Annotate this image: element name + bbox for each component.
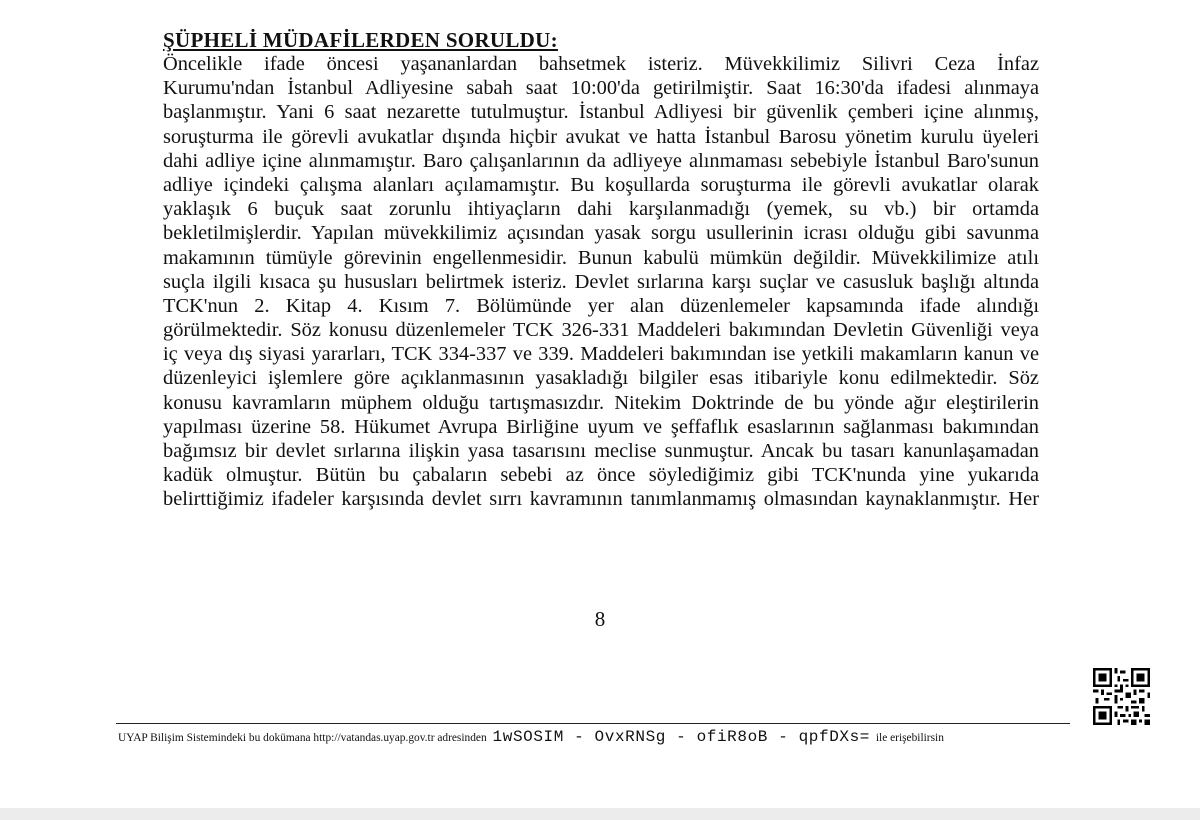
footer-prefix: UYAP Bilişim Sistemindeki bu dokümana http://vatandas.uyap.gov.tr adresinden xyxy=(118,732,487,744)
text-line: düzenleyici işlemlere göre açıklanmasının yasakladığı bilgiler esas itibariyle konu edilmektedir. Söz xyxy=(163,367,1039,390)
section-heading: ŞÜPHELİ MÜDAFİLERDEN SORULDU: xyxy=(163,28,558,52)
text-line: kadük olmuştur. Bütün bu çabaların sebebi az önce söylediğimiz gibi TCK'nunda yine yukarıda xyxy=(163,464,1039,487)
footer xyxy=(118,727,944,748)
text-line: belirttiğimiz ifadeler karşısında devlet sırrı kavramının tanımlanmamış olmasından kaynaklanmıştır. Her xyxy=(163,488,1039,511)
text-line: makamının tümüyle görevinin engellenmesidir. Bunun kabulü mümkün değildir. Müvekkilimize atılı xyxy=(163,246,1039,269)
footer-suffix: ile erişebilirsin xyxy=(875,732,944,744)
text-line: bağımsız bir devlet sırlarına ilişkin yasa tasarısını meclise sunmuştur. Ancak bu tasarı kanunlaşamadan xyxy=(163,440,1039,462)
text-line: Öncelikle ifade öncesi yaşananlardan bahsetmek isteriz. Müvekkilimiz Silivri Ceza İnfaz xyxy=(163,53,1039,75)
text-line: soruşturma ile görevli avukatlar dışında hiçbir avukat ve hatta İstanbul Barosu yönetim kurulu üyeleri xyxy=(163,125,1039,148)
text-line: adliye içindeki çalışma alanları açılamamıştır. Bu koşullarda soruşturma ile görevli avukatlar olarak xyxy=(163,173,1039,196)
text-line: suçla ilgili kısaca şu hususları belirtmek isteriz. Devlet sırlarına karşı suçlar ve casusluk başlığı altında xyxy=(163,270,1039,293)
paragraph xyxy=(163,52,1039,512)
footer-divider xyxy=(116,723,1070,724)
text-line: iç veya dış siyasi yararları, TCK 334-337 ve 339. Maddeleri bakımından ise yetkili makamların kanun ve xyxy=(163,343,1039,366)
qr-code-icon xyxy=(1093,668,1150,725)
page-number: 8 xyxy=(594,607,606,631)
text-line: bekletilmişlerdir. Yapılan müvekkilimiz açısından yasak sorgu usullerinin icrası olduğu gibi savunma xyxy=(163,222,1039,245)
text-line: başlanmıştır. Yani 6 saat nezarette tutulmuştur. İstanbul Adliyesi bir güvenlik çemberi içine alınmış, xyxy=(163,101,1039,124)
text-line: TCK'nun 2. Kitap 4. Kısım 7. Bölümünde yer alan düzenlemeler kapsamında ifade alındığı xyxy=(163,294,1039,317)
verification-code: 1wSOSIM - OvxRNSg - ofiR8oB - qpfDXs= xyxy=(492,728,871,746)
text-line: görülmektedir. Söz konusu düzenlemeler TCK 326-331 Maddeleri bakımından Devletin Güvenliği veya xyxy=(163,319,1039,342)
text-line: yapılması üzerine 58. Hükumet Avrupa Birliğine uyum ve şeffaflık esaslarının sağlanması bakımından xyxy=(163,415,1039,438)
text-line: dahi adliye içine alınmamıştır. Baro çalışanlarının da adliyeye alınmaması sebebiyle İstanbul Baro'sunun xyxy=(163,149,1039,172)
text-line: Kurumu'ndan İstanbul Adliyesine sabah saat 10:00'da getirilmiştir. Saat 16:30'da ifadesi alınmaya xyxy=(163,77,1039,100)
text-line: konusu kavramların müphem olduğu tartışmasızdır. Nitekim Doktrinde de bu yönde ağır eleştirilerin xyxy=(163,391,1039,414)
document-body xyxy=(163,28,1039,512)
text-line: yaklaşık 6 buçuk saat zorunlu ihtiyaçların dahi karşılanmadığı (yemek, su vb.) bir ortamda xyxy=(163,198,1039,221)
